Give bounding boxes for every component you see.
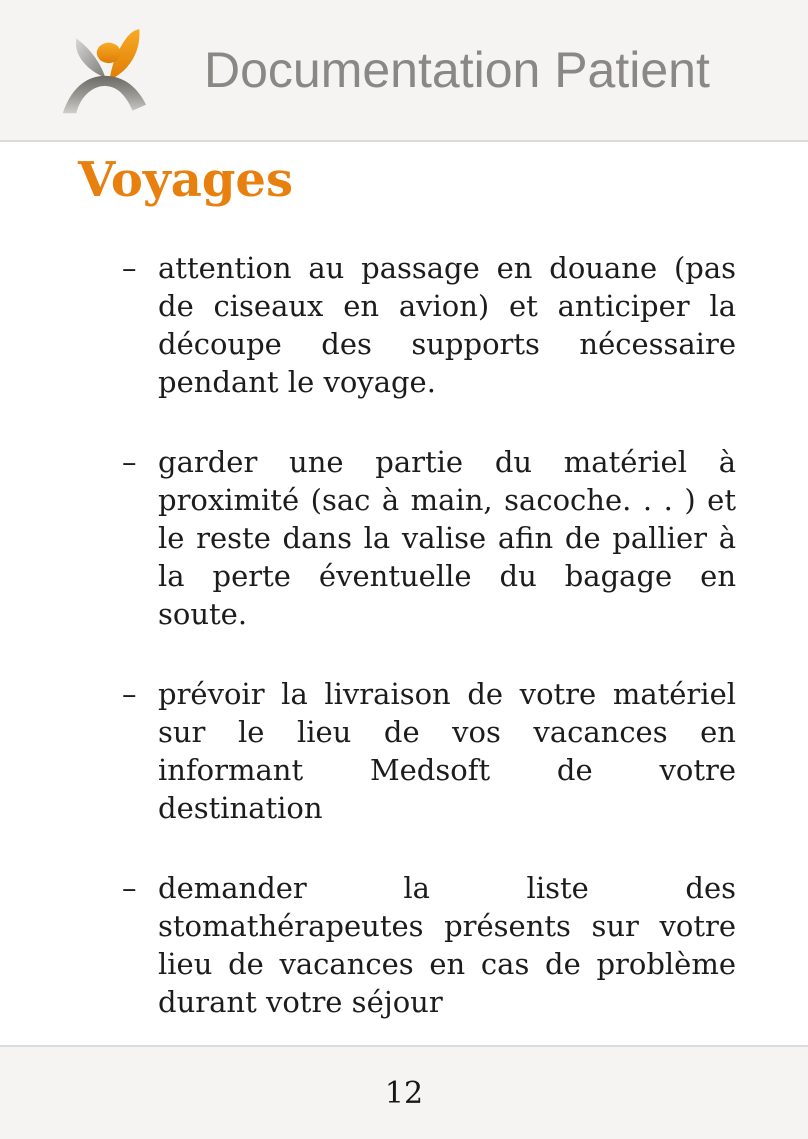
list-item-text: garder une partie du matériel à proximité (sac à main, sacoche. . . ) et le reste dans la valise afin de pallier à la perte éventuelle du bagage en soute.	[158, 444, 736, 631]
bullet-dash: –	[122, 444, 137, 479]
list-item	[122, 249, 736, 401]
list-item-text: prévoir la livraison de votre matériel sur le lieu de vos vacances en informant Medsoft de votre destination	[158, 676, 736, 825]
page-header	[0, 0, 808, 142]
bullet-dash: –	[122, 870, 137, 905]
list-item	[122, 443, 736, 633]
page-number: 12	[384, 1075, 424, 1111]
list-item	[122, 869, 736, 1021]
list-item	[122, 675, 736, 827]
bullet-list	[122, 249, 736, 1021]
list-item-text: demander la liste des stomathérapeutes présents sur votre lieu de vacances en cas de problème durant votre séjour	[158, 870, 736, 1019]
slide-body	[0, 142, 808, 1045]
bullet-dash: –	[122, 676, 137, 711]
medsoft-logo-icon	[56, 16, 158, 128]
bullet-dash: –	[122, 250, 137, 285]
page-footer	[0, 1045, 808, 1139]
header-title: Documentation Patient	[204, 42, 710, 98]
list-item-text: attention au passage en douane (pas de ciseaux en avion) et anticiper la découpe des supports nécessaire pendant le voyage.	[158, 250, 736, 399]
section-title: Voyages	[78, 152, 293, 208]
